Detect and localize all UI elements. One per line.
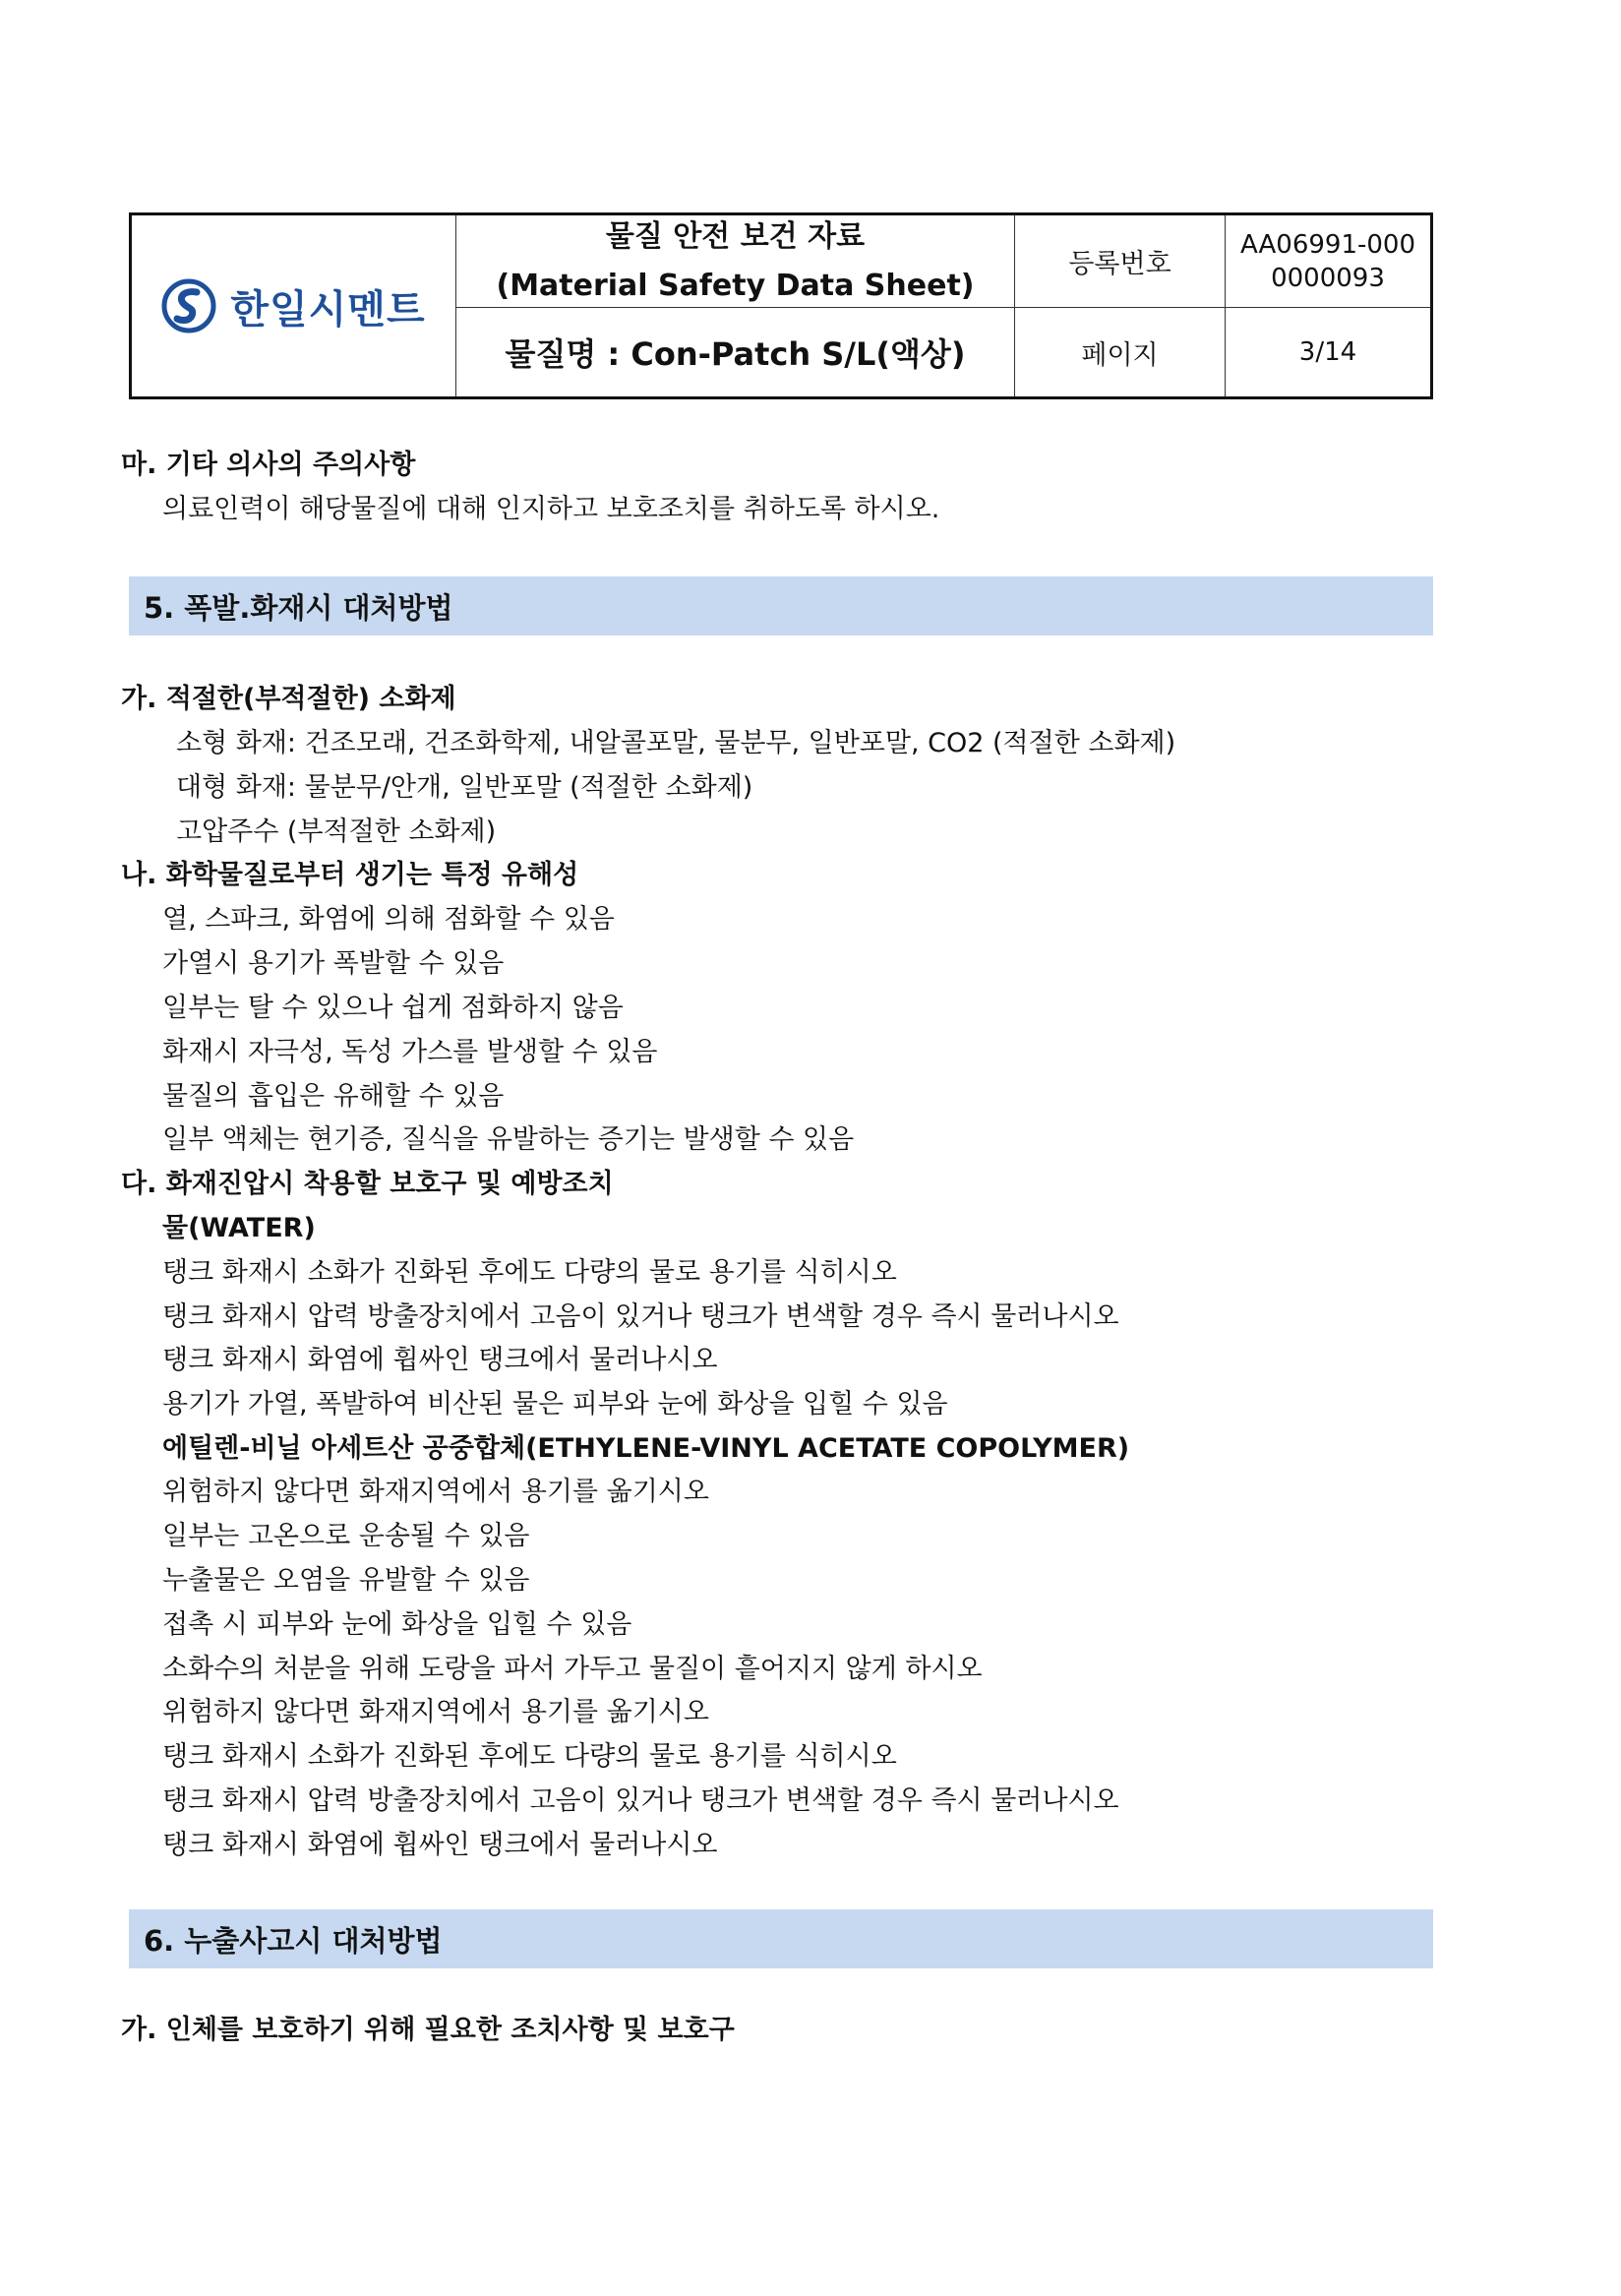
section-5b-line: 화재시 자극성, 독성 가스를 발생할 수 있음 [162, 1037, 658, 1067]
page-label: 페이지 [1015, 308, 1226, 396]
section-5b-line: 열, 스파크, 화염에 의해 점화할 수 있음 [162, 904, 615, 935]
section-6-title: 6. 누출사고시 대처방법 [144, 1923, 443, 1958]
section-5b-line: 일부는 탈 수 있으나 쉽게 점화하지 않음 [162, 993, 624, 1023]
section-6-header [129, 1909, 1433, 1968]
section-5b-line: 일부 액체는 현기증, 질식을 유발하는 증기는 발생할 수 있음 [162, 1124, 855, 1155]
section-5c-line: 탱크 화재시 소화가 진화된 후에도 다량의 물로 용기를 식히시오 [162, 1741, 897, 1772]
section-5a-line: 고압주수 (부적절한 소화제) [176, 816, 497, 847]
section-5a-line: 소형 화재: 건조모래, 건조화학제, 내알콜포말, 물분무, 일반포말, CO2 (적절한 소화제) [176, 728, 1176, 758]
section-5c-line: 탱크 화재시 압력 방출장치에서 고음이 있거나 탱크가 변색할 경우 즉시 물러나시오 [162, 1785, 1119, 1816]
registration-number-line2: 0000093 [1271, 263, 1385, 293]
section-5a-line: 대형 화재: 물분무/안개, 일반포말 (적절한 소화제) [176, 772, 753, 803]
section-4e-text: 의료인력이 해당물질에 대해 인지하고 보호조치를 취하도록 하시오. [162, 494, 940, 524]
section-5c-line: 용기가 가열, 폭발하여 비산된 물은 피부와 눈에 화상을 입힐 수 있음 [162, 1389, 948, 1420]
title-english: (Material Safety Data Sheet) [496, 268, 975, 303]
registration-number-line1: AA06991-000 [1239, 229, 1415, 260]
logo-mark-icon [161, 278, 216, 333]
section-5b-line: 가열시 용기가 폭발할 수 있음 [162, 948, 505, 979]
section-5c-line: 일부는 고온으로 운송될 수 있음 [162, 1521, 530, 1551]
section-5c-line: 위험하지 않다면 화재지역에서 용기를 옮기시오 [162, 1697, 709, 1727]
material-name: 물질명 : Con-Patch S/L(액상) [456, 308, 1015, 396]
section-5c-substance-eva: 에틸렌-비닐 아세트산 공중합체(ETHYLENE-VINYL ACETATE COPOLYMER) [162, 1433, 1130, 1464]
section-5c-line: 탱크 화재시 소화가 진화된 후에도 다량의 물로 용기를 식히시오 [162, 1257, 897, 1288]
section-5-title: 5. 폭발.화재시 대처방법 [144, 590, 453, 625]
section-5c-line: 탱크 화재시 압력 방출장치에서 고음이 있거나 탱크가 변색할 경우 즉시 물러나시오 [162, 1301, 1119, 1332]
section-4e-heading: 마. 기타 의사의 주의사항 [121, 450, 416, 480]
logo-text: 한일시멘트 [230, 286, 426, 332]
section-6a-heading: 가. 인체를 보호하기 위해 필요한 조치사항 및 보호구 [121, 2015, 735, 2045]
section-5c-line: 탱크 화재시 화염에 휩싸인 탱크에서 물러나시오 [162, 1830, 718, 1860]
section-5c-line: 위험하지 않다면 화재지역에서 용기를 옮기시오 [162, 1477, 709, 1507]
company-logo [132, 215, 456, 396]
section-5c-heading: 다. 화재진압시 착용할 보호구 및 예방조치 [121, 1169, 614, 1199]
section-5b-heading: 나. 화학물질로부터 생기는 특정 유해성 [121, 860, 579, 890]
section-5-header [129, 576, 1433, 635]
registration-number [1226, 215, 1430, 308]
registration-label: 등록번호 [1015, 215, 1226, 308]
section-5b-line: 물질의 흡입은 유해할 수 있음 [162, 1081, 505, 1112]
document-title [456, 215, 1015, 308]
section-5c-substance-water: 물(WATER) [162, 1213, 316, 1243]
section-5c-line: 접촉 시 피부와 눈에 화상을 입힐 수 있음 [162, 1609, 632, 1640]
section-5c-line: 소화수의 처분을 위해 도랑을 파서 가두고 물질이 흩어지지 않게 하시오 [162, 1654, 983, 1684]
page-number: 3/14 [1298, 337, 1357, 367]
document-header-table [129, 212, 1433, 399]
title-korean: 물질 안전 보건 자료 [605, 218, 866, 254]
section-5c-line: 탱크 화재시 화염에 휩싸인 탱크에서 물러나시오 [162, 1345, 718, 1375]
section-5c-line: 누출물은 오염을 유발할 수 있음 [162, 1565, 530, 1596]
section-5a-heading: 가. 적절한(부적절한) 소화제 [121, 684, 456, 714]
